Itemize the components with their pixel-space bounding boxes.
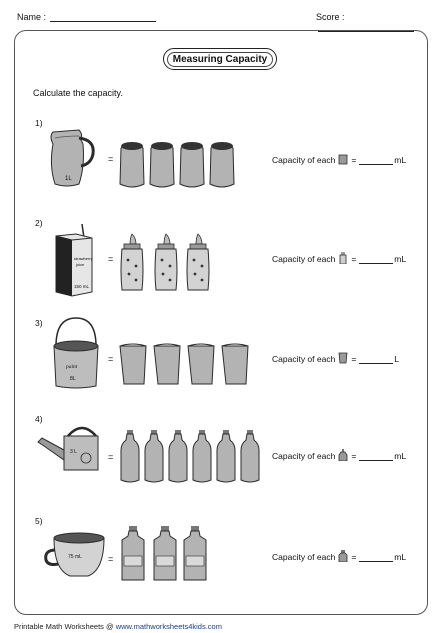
cup-icon (120, 344, 146, 384)
can-icon (120, 142, 144, 187)
answer-line-2 (272, 252, 406, 264)
unit-label: L (394, 354, 400, 364)
capacity-label: Capacity of each (272, 451, 336, 461)
can-icon (210, 142, 234, 187)
paint-bucket-icon (50, 316, 102, 390)
equals-sign: = (351, 552, 357, 562)
jug-icon (45, 126, 97, 190)
cup-row (118, 340, 252, 388)
paint-volume: 8L (70, 376, 76, 382)
can-icon (180, 142, 204, 187)
juice-label-1: strawberry (74, 256, 93, 261)
cup-icon (338, 352, 348, 364)
page-title: Measuring Capacity (167, 52, 273, 67)
problem-3-number: 3) (35, 318, 43, 328)
can-row (118, 138, 242, 190)
jar-row (120, 526, 210, 582)
unit-label: mL (394, 254, 407, 264)
cup-icon (154, 344, 180, 384)
score-field (316, 12, 442, 32)
jar-icon (122, 526, 144, 580)
problem-4-number: 4) (35, 414, 43, 424)
name-field (17, 12, 156, 22)
baby-bottle-icon (121, 234, 143, 290)
score-label: Score : (316, 12, 345, 22)
jar-icon (154, 526, 176, 580)
answer-line-1 (272, 153, 406, 165)
equals-sign: = (108, 554, 114, 564)
paint-label: paint (66, 364, 78, 370)
answer-blank[interactable] (359, 255, 393, 264)
equals-sign: = (108, 154, 114, 164)
problem-2-number: 2) (35, 218, 43, 228)
jar-icon (338, 550, 348, 562)
equals-sign: = (351, 451, 357, 461)
footer-site-link[interactable]: www.mathworksheets4kids.com (115, 622, 222, 631)
equals-sign: = (351, 254, 357, 264)
unit-label: mL (394, 451, 407, 461)
juice-box-icon (52, 222, 98, 298)
juice-volume: 150 mL (74, 284, 90, 289)
bottle-icon (121, 430, 139, 482)
mug-label: 75 mL (68, 554, 82, 560)
answer-blank[interactable] (359, 355, 393, 364)
watering-can-icon (36, 420, 106, 474)
cup-icon (222, 344, 248, 384)
can-icon (150, 142, 174, 187)
title-banner (163, 48, 277, 70)
instruction-text: Calculate the capacity. (33, 88, 123, 98)
capacity-label: Capacity of each (272, 254, 336, 264)
answer-blank[interactable] (359, 452, 393, 461)
problem-5-number: 5) (35, 516, 43, 526)
answer-line-3 (272, 352, 399, 364)
bottle-icon (241, 430, 259, 482)
can-icon (338, 153, 348, 165)
bottle-icon (217, 430, 235, 482)
equals-sign: = (351, 354, 357, 364)
jug-label: 1L (65, 176, 72, 182)
problem-1-number: 1) (35, 118, 43, 128)
answer-blank[interactable] (359, 553, 393, 562)
footer (14, 622, 222, 631)
baby-bottle-icon (155, 234, 177, 290)
bottle-icon (145, 430, 163, 482)
name-label: Name : (17, 12, 47, 22)
equals-sign: = (108, 354, 114, 364)
bottle-icon (338, 449, 348, 461)
name-blank[interactable] (50, 13, 156, 22)
juice-label-2: juice (76, 262, 85, 267)
equals-sign: = (108, 452, 114, 462)
bottle-icon (169, 430, 187, 482)
baby-bottle-icon (338, 252, 348, 264)
capacity-label: Capacity of each (272, 552, 336, 562)
jar-icon (184, 526, 206, 580)
answer-line-4 (272, 449, 406, 461)
answer-line-5 (272, 550, 406, 562)
baby-bottle-icon (187, 234, 209, 290)
footer-prefix: Printable Math Worksheets @ (14, 622, 116, 631)
watering-can-label: 3 L (70, 449, 77, 455)
unit-label: mL (394, 552, 407, 562)
bottle-icon (193, 430, 211, 482)
bottle-row (120, 430, 266, 484)
equals-sign: = (351, 155, 357, 165)
capacity-label: Capacity of each (272, 155, 336, 165)
capacity-label: Capacity of each (272, 354, 336, 364)
equals-sign: = (108, 254, 114, 264)
cup-icon (188, 344, 214, 384)
unit-label: mL (394, 155, 407, 165)
answer-blank[interactable] (359, 156, 393, 165)
mug-icon (44, 530, 108, 580)
baby-bottle-row (118, 232, 212, 294)
